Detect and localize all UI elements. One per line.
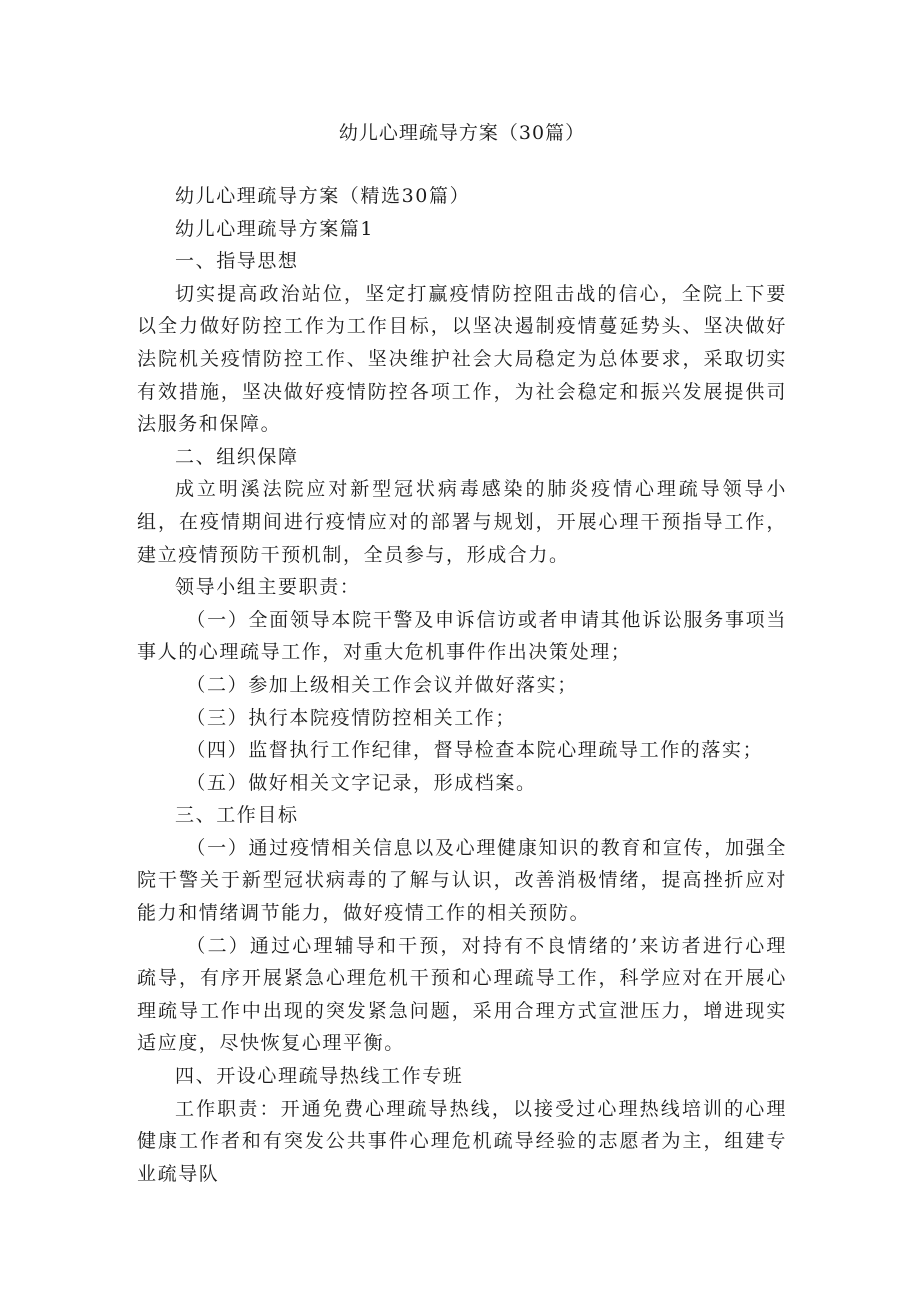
list-item: （四）监督执行工作纪律，督导检查本院心理疏导工作的落实； — [186, 739, 764, 762]
document-body — [137, 180, 787, 1190]
list-item: （五）做好相关文字记录，形成档案。 — [186, 771, 537, 794]
paragraph: 幼儿心理疏导方案篇1 — [175, 217, 375, 240]
section-heading: 一、指导思想 — [175, 250, 299, 273]
section-heading: 三、工作目标 — [175, 804, 299, 827]
paragraph: 成立明溪法院应对新型冠状病毒感染的肺炎疫情心理疏导领导小组，在疫情期间进行疫情应对的部署与规划，开展心理干预指导工作，建立疫情预防干预机制，全员参与，形成合力。 — [137, 478, 787, 566]
list-item: （二）参加上级相关工作会议并做好落实； — [186, 673, 578, 696]
paragraph: 切实提高政治站位，坚定打赢疫情防控阻击战的信心，全院上下要以全力做好防控工作为工作目标，以坚决遏制疫情蔓延势头、坚决做好法院机关疫情防控工作、坚决维护社会大局稳定为总体要求，采取切实有效措施，坚决做好疫情防控各项工作，为社会稳定和振兴发展提供司法服务和保障。 — [137, 282, 787, 436]
document-title: 幼儿心理疏导方案（30篇） — [338, 122, 586, 144]
list-item: （一）全面领导本院干警及申诉信访或者申请其他诉讼服务事项当事人的心理疏导工作，对重大危机事件作出决策处理； — [137, 608, 787, 664]
list-item: （三）执行本院疫情防控相关工作； — [186, 706, 516, 729]
section-heading: 四、开设心理疏导热线工作专班 — [175, 1065, 464, 1088]
section-heading: 二、组织保障 — [175, 445, 299, 468]
list-item: （一）通过疫情相关信息以及心理健康知识的教育和宣传，加强全院干警关于新型冠状病毒的了解与认识，改善消极情绪，提高挫折应对能力和情绪调节能力，做好疫情工作的相关预防。 — [137, 836, 787, 925]
paragraph: 幼儿心理疏导方案（精选30篇） — [175, 185, 471, 207]
paragraph: 领导小组主要职责： — [175, 576, 361, 599]
paragraph: 工作职责：开通免费心理疏导热线，以接受过心理热线培训的心理健康工作者和有突发公共事件心理危机疏导经验的志愿者为主，组建专业疏导队 — [137, 1097, 787, 1185]
list-item: （二）通过心理辅导和干预，对持有不良情绪的’来访者进行心理疏导，有序开展紧急心理危机干预和心理疏导工作，科学应对在开展心理疏导工作中出现的突发紧急问题，采用合理方式宣泄压力，增进现实适应度，尽快恢复心理平衡。 — [137, 934, 787, 1055]
